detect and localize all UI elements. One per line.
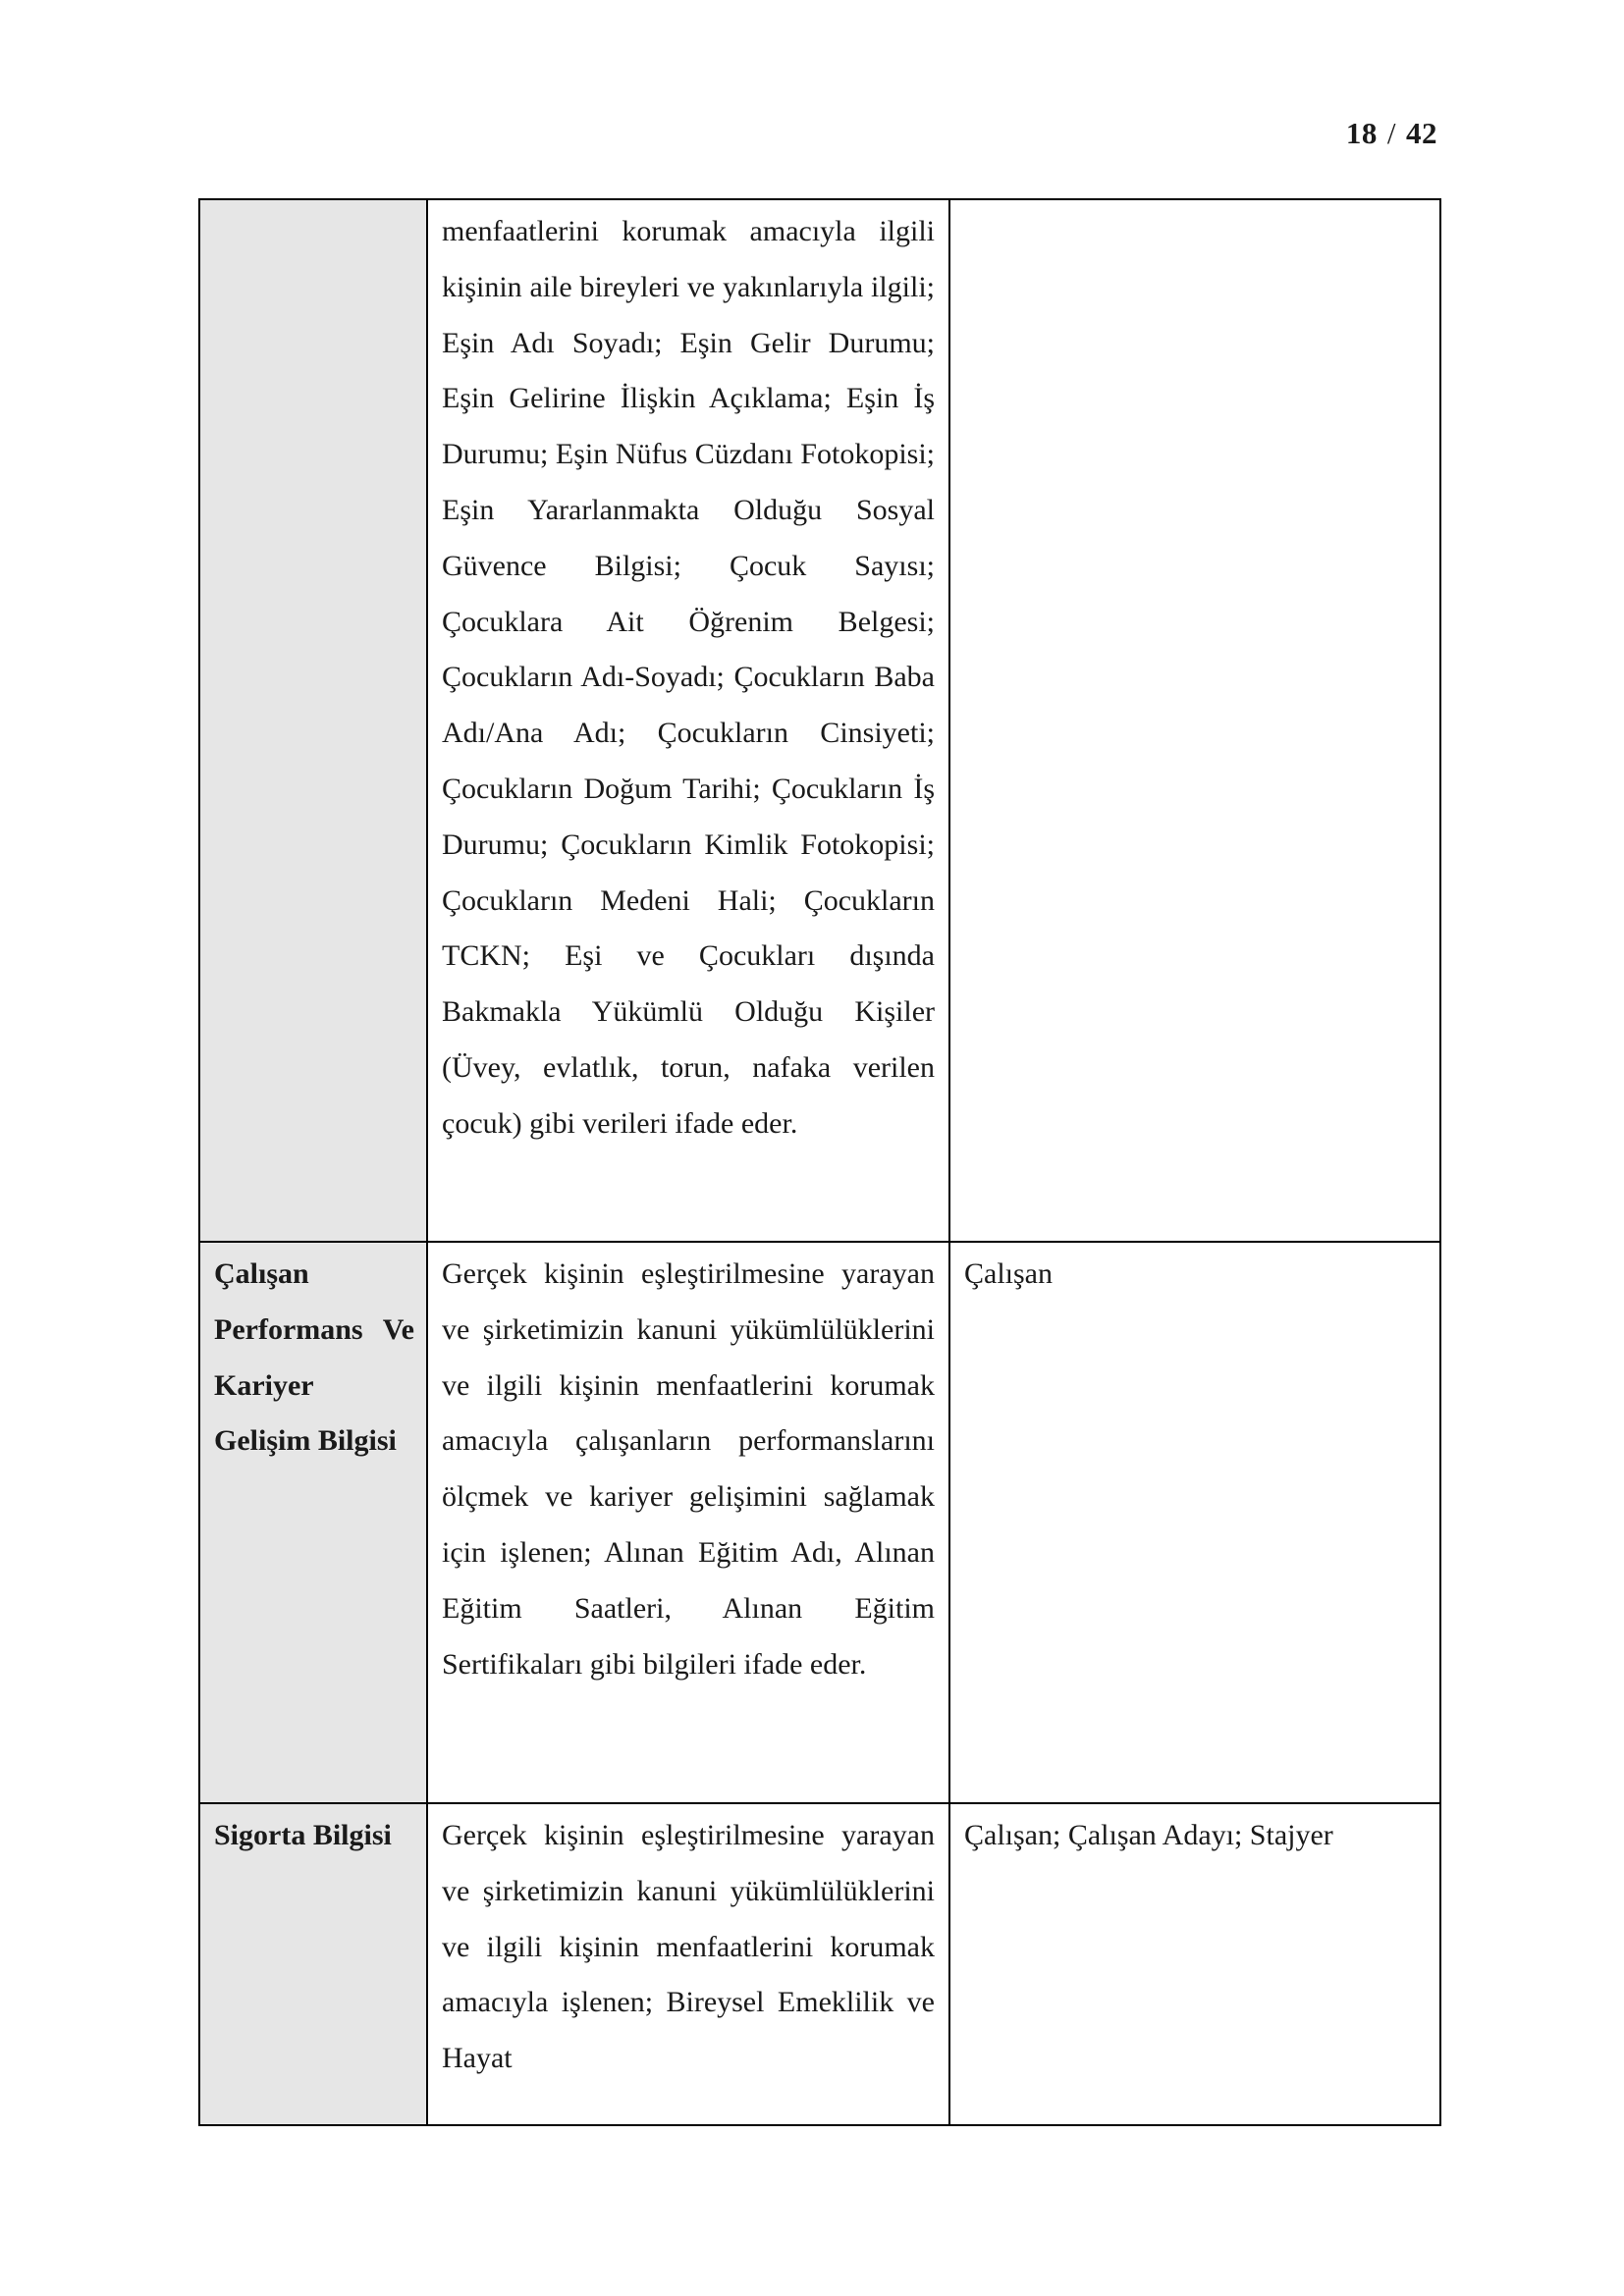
data-description-cell: Gerçek kişinin eşleştirilmesine yarayan ve şirketimizin kanuni yükümlülüklerini ve ilgili kişinin menfaatlerini korumak amacıyla işlenen; Bireysel Emeklilik ve Hayat [427,1803,949,2125]
page-number-separator: / [1386,116,1396,150]
data-description-cell: menfaatlerini korumak amacıyla ilgili kişinin aile bireyleri ve yakınlarıyla ilgili; Eşin Adı Soyadı; Eşin Gelir Durumu; Eşin Gelirine İlişkin Açıklama; Eşin İş Durumu; Eşin Nüfus Cüzdanı Fotokopisi; Eşin Yararlanmakta Olduğu Sosyal Güvence Bilgisi; Çocuk Sayısı; Çocuklara Ait Öğrenim Belgesi; Çocukların Adı-Soyadı; Çocukların Baba Adı/Ana Adı; Çocukların Cinsiyeti; Çocukların Doğum Tarihi; Çocukların İş Durumu; Çocukların Kimlik Fotokopisi; Çocukların Medeni Hali; Çocukların TCKN; Eşi ve Çocukları dışında Bakmakla Yükümlü Olduğu Kişiler (Üvey, evlatlık, torun, nafaka verilen çocuk) gibi verileri ifade eder. [427,199,949,1242]
data-subject-cell: Çalışan [949,1242,1440,1803]
data-category-cell: Çalışan Performans Ve Kariyer Gelişim Bilgisi [199,1242,427,1803]
personal-data-category-table [198,198,1441,2126]
table-row [199,1803,1440,2125]
data-description-cell: Gerçek kişinin eşleştirilmesine yarayan ve şirketimizin kanuni yükümlülüklerini ve ilgili kişinin menfaatlerini korumak amacıyla çalışanların performanslarını ölçmek ve kariyer gelişimini sağlamak için işlenen; Alınan Eğitim Adı, Alınan Eğitim Saatleri, Alınan Eğitim Sertifikaları gibi bilgileri ifade eder. [427,1242,949,1803]
page-number-total: 42 [1406,116,1437,150]
data-category-cell [199,199,427,1242]
table-row [199,199,1440,1242]
page-number-current: 18 [1345,116,1378,150]
page-number [1346,116,1437,151]
data-subject-cell [949,199,1440,1242]
data-subject-cell: Çalışan; Çalışan Adayı; Stajyer [949,1803,1440,2125]
table-row [199,1242,1440,1803]
data-category-cell: Sigorta Bilgisi [199,1803,427,2125]
